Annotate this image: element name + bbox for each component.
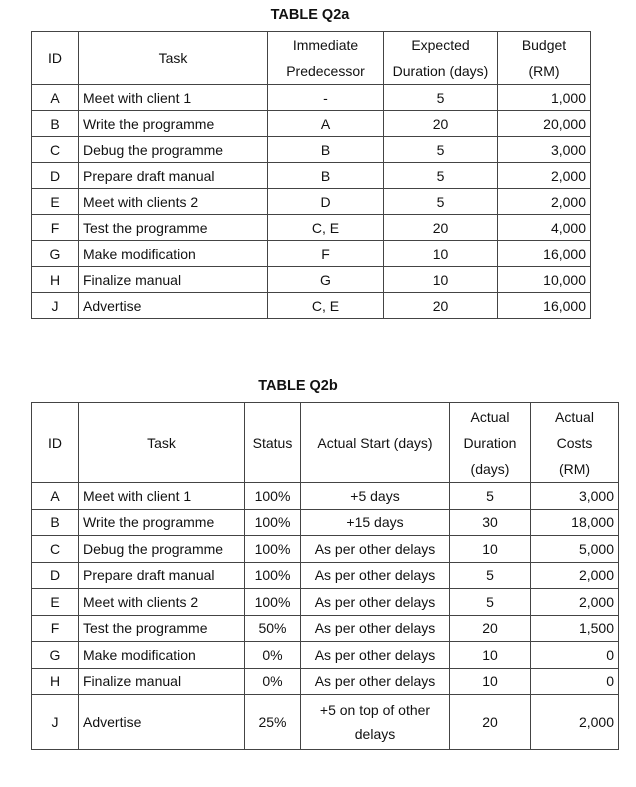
table-row <box>32 668 619 695</box>
cell-id: B <box>32 111 79 137</box>
cell-actual-cost: 2,000 <box>531 562 619 589</box>
table-row <box>32 536 619 563</box>
table-q2b-title: TABLE Q2b <box>258 378 338 394</box>
cell-actual-cost: 0 <box>531 668 619 695</box>
cell-task: Prepare draft manual <box>79 163 268 189</box>
cell-task: Advertise <box>79 293 268 319</box>
cell-actual-start: As per other delays <box>301 562 450 589</box>
cell-predecessor: G <box>268 267 384 293</box>
cell-id: F <box>32 215 79 241</box>
cell-task: Write the programme <box>79 509 245 536</box>
table-header-row <box>32 32 591 85</box>
cell-duration: 5 <box>384 189 498 215</box>
cell-actual-cost: 1,500 <box>531 615 619 642</box>
cell-task: Finalize manual <box>79 668 245 695</box>
cell-task: Debug the programme <box>79 536 245 563</box>
cell-duration: 5 <box>384 137 498 163</box>
col-header-actual-start: Actual Start (days) <box>301 403 450 483</box>
cell-task: Meet with client 1 <box>79 85 268 111</box>
cell-actual-duration: 10 <box>450 642 531 669</box>
cell-predecessor: A <box>268 111 384 137</box>
cell-task: Make modification <box>79 642 245 669</box>
col-header-actual-duration: Actual Duration (days) <box>450 403 531 483</box>
cell-predecessor: C, E <box>268 293 384 319</box>
cell-actual-start: As per other delays <box>301 642 450 669</box>
table-q2b <box>31 402 619 750</box>
table-header-row <box>32 403 619 483</box>
table-row <box>32 509 619 536</box>
cell-actual-start: +15 days <box>301 509 450 536</box>
cell-duration: 5 <box>384 163 498 189</box>
cell-id: A <box>32 85 79 111</box>
cell-actual-start: +5 days <box>301 483 450 510</box>
cell-budget: 4,000 <box>498 215 591 241</box>
cell-budget: 16,000 <box>498 293 591 319</box>
col-header-duration: Expected Duration (days) <box>384 32 498 85</box>
cell-id: G <box>32 241 79 267</box>
cell-id: E <box>32 589 79 616</box>
table-row <box>32 562 619 589</box>
cell-budget: 10,000 <box>498 267 591 293</box>
cell-actual-duration: 5 <box>450 483 531 510</box>
cell-task: Finalize manual <box>79 267 268 293</box>
cell-duration: 5 <box>384 85 498 111</box>
cell-id: F <box>32 615 79 642</box>
cell-id: C <box>32 137 79 163</box>
cell-status: 100% <box>245 483 301 510</box>
table-row <box>32 111 591 137</box>
cell-status: 100% <box>245 589 301 616</box>
table-row <box>32 589 619 616</box>
cell-budget: 1,000 <box>498 85 591 111</box>
cell-actual-duration: 5 <box>450 562 531 589</box>
cell-duration: 20 <box>384 293 498 319</box>
cell-actual-cost: 2,000 <box>531 695 619 750</box>
cell-id: J <box>32 293 79 319</box>
cell-predecessor: C, E <box>268 215 384 241</box>
cell-status: 100% <box>245 536 301 563</box>
table-row <box>32 163 591 189</box>
col-header-status: Status <box>245 403 301 483</box>
table-row <box>32 241 591 267</box>
cell-predecessor: - <box>268 85 384 111</box>
cell-actual-start: As per other delays <box>301 668 450 695</box>
col-header-id: ID <box>32 403 79 483</box>
cell-actual-cost: 5,000 <box>531 536 619 563</box>
cell-id: D <box>32 562 79 589</box>
cell-actual-cost: 0 <box>531 642 619 669</box>
cell-id: H <box>32 668 79 695</box>
col-header-task: Task <box>79 403 245 483</box>
cell-budget: 20,000 <box>498 111 591 137</box>
cell-id: E <box>32 189 79 215</box>
cell-actual-start: As per other delays <box>301 615 450 642</box>
cell-duration: 10 <box>384 267 498 293</box>
table-row <box>32 215 591 241</box>
cell-duration: 10 <box>384 241 498 267</box>
cell-status: 25% <box>245 695 301 750</box>
cell-status: 100% <box>245 562 301 589</box>
cell-actual-duration: 10 <box>450 536 531 563</box>
cell-id: J <box>32 695 79 750</box>
cell-id: A <box>32 483 79 510</box>
table-row <box>32 85 591 111</box>
table-q2a-title: TABLE Q2a <box>270 7 350 23</box>
cell-id: B <box>32 509 79 536</box>
cell-id: H <box>32 267 79 293</box>
cell-actual-start: +5 on top of other delays <box>301 695 450 750</box>
cell-id: G <box>32 642 79 669</box>
cell-actual-duration: 20 <box>450 695 531 750</box>
cell-actual-duration: 10 <box>450 668 531 695</box>
cell-predecessor: D <box>268 189 384 215</box>
cell-actual-start: As per other delays <box>301 589 450 616</box>
cell-status: 0% <box>245 642 301 669</box>
cell-task: Test the programme <box>79 215 268 241</box>
table-row <box>32 695 619 750</box>
cell-id: D <box>32 163 79 189</box>
cell-status: 50% <box>245 615 301 642</box>
cell-task: Make modification <box>79 241 268 267</box>
table-q2a <box>31 31 591 319</box>
table-row <box>32 642 619 669</box>
col-header-budget: Budget (RM) <box>498 32 591 85</box>
table-row <box>32 293 591 319</box>
col-header-task: Task <box>79 32 268 85</box>
cell-task: Meet with clients 2 <box>79 189 268 215</box>
table-row <box>32 189 591 215</box>
cell-actual-cost: 18,000 <box>531 509 619 536</box>
table-row <box>32 137 591 163</box>
cell-budget: 3,000 <box>498 137 591 163</box>
col-header-id: ID <box>32 32 79 85</box>
cell-actual-cost: 3,000 <box>531 483 619 510</box>
cell-budget: 16,000 <box>498 241 591 267</box>
cell-actual-duration: 5 <box>450 589 531 616</box>
table-row <box>32 483 619 510</box>
cell-task: Meet with clients 2 <box>79 589 245 616</box>
cell-status: 0% <box>245 668 301 695</box>
cell-task: Prepare draft manual <box>79 562 245 589</box>
col-header-predecessor: Immediate Predecessor <box>268 32 384 85</box>
cell-task: Advertise <box>79 695 245 750</box>
cell-predecessor: B <box>268 137 384 163</box>
cell-budget: 2,000 <box>498 189 591 215</box>
cell-id: C <box>32 536 79 563</box>
cell-task: Test the programme <box>79 615 245 642</box>
cell-duration: 20 <box>384 215 498 241</box>
cell-predecessor: B <box>268 163 384 189</box>
cell-predecessor: F <box>268 241 384 267</box>
col-header-actual-costs: Actual Costs (RM) <box>531 403 619 483</box>
cell-task: Write the programme <box>79 111 268 137</box>
cell-status: 100% <box>245 509 301 536</box>
cell-actual-duration: 30 <box>450 509 531 536</box>
table-row <box>32 615 619 642</box>
cell-budget: 2,000 <box>498 163 591 189</box>
cell-task: Meet with client 1 <box>79 483 245 510</box>
cell-actual-cost: 2,000 <box>531 589 619 616</box>
cell-duration: 20 <box>384 111 498 137</box>
table-row <box>32 267 591 293</box>
cell-actual-duration: 20 <box>450 615 531 642</box>
cell-actual-start: As per other delays <box>301 536 450 563</box>
cell-task: Debug the programme <box>79 137 268 163</box>
